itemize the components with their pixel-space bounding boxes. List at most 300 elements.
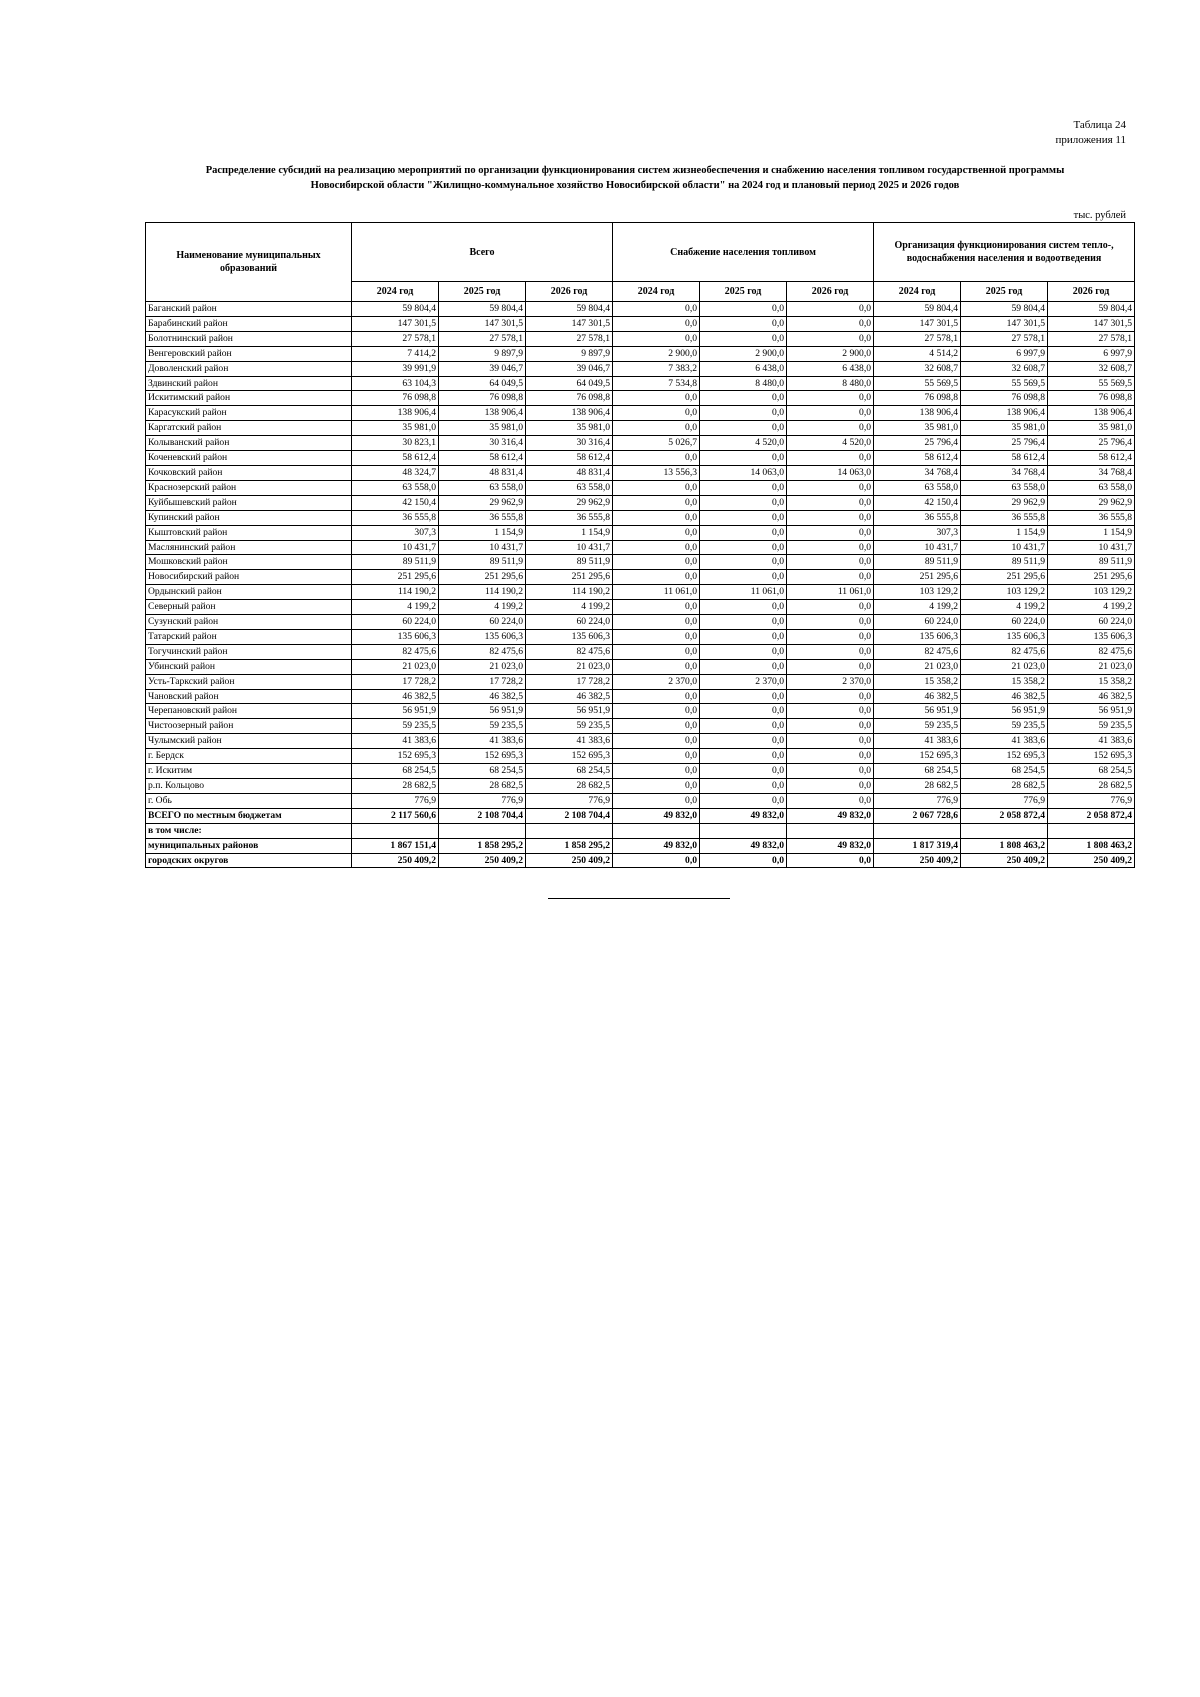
value-cell: 251 295,6 — [874, 570, 961, 585]
value-cell: 0,0 — [700, 406, 787, 421]
value-cell: 147 301,5 — [439, 316, 526, 331]
row-name: Усть-Таркский район — [146, 674, 352, 689]
table-row — [146, 734, 1135, 749]
value-cell: 135 606,3 — [526, 629, 613, 644]
value-cell: 82 475,6 — [439, 644, 526, 659]
value-cell: 63 558,0 — [961, 480, 1048, 495]
value-cell: 147 301,5 — [874, 316, 961, 331]
table-row — [146, 316, 1135, 331]
value-cell: 776,9 — [439, 793, 526, 808]
value-cell: 0,0 — [700, 570, 787, 585]
value-cell: 10 431,7 — [439, 540, 526, 555]
value-cell: 41 383,6 — [874, 734, 961, 749]
value-cell: 35 981,0 — [526, 421, 613, 436]
value-cell: 11 061,0 — [787, 585, 874, 600]
value-cell: 0,0 — [787, 302, 874, 317]
value-cell: 36 555,8 — [439, 510, 526, 525]
header-year: 2024 год — [613, 282, 700, 302]
value-cell: 0,0 — [700, 331, 787, 346]
value-cell: 0,0 — [700, 600, 787, 615]
value-cell: 0,0 — [787, 555, 874, 570]
table-row — [146, 659, 1135, 674]
table-row — [146, 302, 1135, 317]
value-cell: 0,0 — [787, 316, 874, 331]
value-cell: 6 997,9 — [1048, 346, 1135, 361]
value-cell: 0,0 — [787, 749, 874, 764]
value-cell: 48 831,4 — [439, 465, 526, 480]
header-year: 2025 год — [439, 282, 526, 302]
appendix-number: приложения 11 — [1055, 134, 1126, 146]
value-cell: 138 906,4 — [439, 406, 526, 421]
value-cell: 32 608,7 — [961, 361, 1048, 376]
header-name: Наименование муниципальных образований — [146, 223, 352, 302]
value-cell: 46 382,5 — [439, 689, 526, 704]
value-cell: 17 728,2 — [526, 674, 613, 689]
row-name: Мошковский район — [146, 555, 352, 570]
value-cell: 1 154,9 — [961, 525, 1048, 540]
value-cell: 49 832,0 — [613, 808, 700, 823]
table-number: Таблица 24 — [1073, 119, 1126, 131]
value-cell: 25 796,4 — [961, 436, 1048, 451]
value-cell: 28 682,5 — [874, 779, 961, 794]
value-cell: 49 832,0 — [700, 838, 787, 853]
value-cell: 82 475,6 — [874, 644, 961, 659]
table-row — [146, 525, 1135, 540]
row-name: Чулымский район — [146, 734, 352, 749]
value-cell: 251 295,6 — [526, 570, 613, 585]
value-cell: 68 254,5 — [874, 764, 961, 779]
value-cell: 28 682,5 — [526, 779, 613, 794]
value-cell: 0,0 — [613, 629, 700, 644]
value-cell: 1 808 463,2 — [961, 838, 1048, 853]
value-cell: 59 804,4 — [352, 302, 439, 317]
value-cell: 1 858 295,2 — [439, 838, 526, 853]
value-cell: 0,0 — [700, 644, 787, 659]
header-year: 2026 год — [526, 282, 613, 302]
value-cell: 49 832,0 — [613, 838, 700, 853]
value-cell: 0,0 — [613, 659, 700, 674]
value-cell: 0,0 — [613, 525, 700, 540]
value-cell: 49 832,0 — [787, 838, 874, 853]
value-cell — [526, 823, 613, 838]
value-cell: 48 831,4 — [526, 465, 613, 480]
value-cell: 1 808 463,2 — [1048, 838, 1135, 853]
value-cell: 0,0 — [613, 704, 700, 719]
value-cell: 138 906,4 — [1048, 406, 1135, 421]
row-name: Кочковский район — [146, 465, 352, 480]
value-cell: 0,0 — [787, 615, 874, 630]
value-cell: 7 534,8 — [613, 376, 700, 391]
row-name: Краснозерский район — [146, 480, 352, 495]
value-cell: 0,0 — [700, 629, 787, 644]
table-row — [146, 615, 1135, 630]
value-cell: 58 612,4 — [1048, 451, 1135, 466]
value-cell: 5 026,7 — [613, 436, 700, 451]
value-cell: 250 409,2 — [1048, 853, 1135, 868]
row-name: Куйбышевский район — [146, 495, 352, 510]
value-cell: 0,0 — [613, 510, 700, 525]
value-cell: 76 098,8 — [961, 391, 1048, 406]
value-cell: 89 511,9 — [439, 555, 526, 570]
value-cell: 29 962,9 — [526, 495, 613, 510]
row-name: городских округов — [146, 853, 352, 868]
value-cell: 68 254,5 — [526, 764, 613, 779]
row-name: Барабинский район — [146, 316, 352, 331]
value-cell: 0,0 — [700, 793, 787, 808]
value-cell: 34 768,4 — [961, 465, 1048, 480]
value-cell: 138 906,4 — [874, 406, 961, 421]
value-cell: 41 383,6 — [439, 734, 526, 749]
value-cell: 35 981,0 — [1048, 421, 1135, 436]
value-cell: 0,0 — [613, 853, 700, 868]
value-cell: 152 695,3 — [439, 749, 526, 764]
value-cell: 251 295,6 — [961, 570, 1048, 585]
value-cell: 4 520,0 — [700, 436, 787, 451]
value-cell: 21 023,0 — [439, 659, 526, 674]
table-row — [146, 406, 1135, 421]
value-cell: 1 867 151,4 — [352, 838, 439, 853]
table-row — [146, 540, 1135, 555]
value-cell: 114 190,2 — [352, 585, 439, 600]
value-cell — [787, 823, 874, 838]
value-cell: 4 520,0 — [787, 436, 874, 451]
value-cell: 28 682,5 — [352, 779, 439, 794]
value-cell: 41 383,6 — [526, 734, 613, 749]
value-cell: 7 414,2 — [352, 346, 439, 361]
row-name: Новосибирский район — [146, 570, 352, 585]
value-cell: 147 301,5 — [352, 316, 439, 331]
row-name: Карасукский район — [146, 406, 352, 421]
table-row — [146, 361, 1135, 376]
value-cell: 0,0 — [613, 570, 700, 585]
table-row — [146, 480, 1135, 495]
row-name: Баганский район — [146, 302, 352, 317]
value-cell: 0,0 — [787, 689, 874, 704]
table-row — [146, 465, 1135, 480]
value-cell: 82 475,6 — [1048, 644, 1135, 659]
value-cell: 0,0 — [787, 510, 874, 525]
row-name: Чистоозерный район — [146, 719, 352, 734]
value-cell: 135 606,3 — [1048, 629, 1135, 644]
value-cell: 56 951,9 — [961, 704, 1048, 719]
value-cell: 0,0 — [613, 555, 700, 570]
title-line-2: Новосибирской области "Жилищно-коммунальное хозяйство Новосибирской области" на 2024 год и плановый период 2025 и 2026 годов — [310, 180, 960, 191]
value-cell: 27 578,1 — [961, 331, 1048, 346]
value-cell: 68 254,5 — [961, 764, 1048, 779]
row-name: Искитимский район — [146, 391, 352, 406]
value-cell: 46 382,5 — [874, 689, 961, 704]
header-year: 2025 год — [961, 282, 1048, 302]
value-cell: 63 558,0 — [526, 480, 613, 495]
value-cell: 25 796,4 — [1048, 436, 1135, 451]
value-cell: 60 224,0 — [526, 615, 613, 630]
value-cell: 59 235,5 — [439, 719, 526, 734]
row-name: Чановский район — [146, 689, 352, 704]
value-cell: 15 358,2 — [1048, 674, 1135, 689]
value-cell: 46 382,5 — [961, 689, 1048, 704]
value-cell — [874, 823, 961, 838]
value-cell: 82 475,6 — [526, 644, 613, 659]
value-cell: 0,0 — [787, 421, 874, 436]
table-row — [146, 421, 1135, 436]
value-cell: 135 606,3 — [439, 629, 526, 644]
table-row — [146, 689, 1135, 704]
value-cell: 58 612,4 — [439, 451, 526, 466]
value-cell: 63 558,0 — [352, 480, 439, 495]
table-row — [146, 629, 1135, 644]
value-cell: 10 431,7 — [961, 540, 1048, 555]
value-cell: 56 951,9 — [1048, 704, 1135, 719]
value-cell: 1 154,9 — [526, 525, 613, 540]
value-cell: 76 098,8 — [352, 391, 439, 406]
value-cell: 251 295,6 — [352, 570, 439, 585]
value-cell: 2 370,0 — [700, 674, 787, 689]
value-cell: 89 511,9 — [961, 555, 1048, 570]
value-cell: 138 906,4 — [352, 406, 439, 421]
value-cell: 0,0 — [700, 421, 787, 436]
value-cell: 82 475,6 — [961, 644, 1048, 659]
value-cell: 49 832,0 — [787, 808, 874, 823]
value-cell: 152 695,3 — [352, 749, 439, 764]
value-cell: 776,9 — [1048, 793, 1135, 808]
row-name: г. Обь — [146, 793, 352, 808]
value-cell: 64 049,5 — [526, 376, 613, 391]
value-cell: 0,0 — [700, 719, 787, 734]
header-group-total: Всего — [352, 223, 613, 282]
value-cell: 152 695,3 — [1048, 749, 1135, 764]
row-name: Здвинский район — [146, 376, 352, 391]
value-cell: 59 804,4 — [439, 302, 526, 317]
value-cell: 0,0 — [700, 555, 787, 570]
value-cell: 0,0 — [700, 540, 787, 555]
value-cell: 56 951,9 — [874, 704, 961, 719]
row-name: Купинский район — [146, 510, 352, 525]
value-cell: 36 555,8 — [874, 510, 961, 525]
table-row — [146, 779, 1135, 794]
row-name: Черепановский район — [146, 704, 352, 719]
value-cell: 0,0 — [787, 331, 874, 346]
value-cell: 11 061,0 — [700, 585, 787, 600]
value-cell: 68 254,5 — [352, 764, 439, 779]
row-name: Татарский район — [146, 629, 352, 644]
value-cell: 68 254,5 — [439, 764, 526, 779]
table-row — [146, 764, 1135, 779]
value-cell: 11 061,0 — [613, 585, 700, 600]
value-cell: 0,0 — [787, 793, 874, 808]
value-cell: 29 962,9 — [1048, 495, 1135, 510]
value-cell: 0,0 — [613, 451, 700, 466]
value-cell: 35 981,0 — [439, 421, 526, 436]
value-cell: 21 023,0 — [1048, 659, 1135, 674]
value-cell: 0,0 — [613, 719, 700, 734]
row-name: в том числе: — [146, 823, 352, 838]
value-cell: 6 438,0 — [787, 361, 874, 376]
value-cell: 46 382,5 — [1048, 689, 1135, 704]
value-cell: 2 067 728,6 — [874, 808, 961, 823]
value-cell: 147 301,5 — [526, 316, 613, 331]
value-cell: 1 154,9 — [439, 525, 526, 540]
value-cell: 56 951,9 — [526, 704, 613, 719]
value-cell — [613, 823, 700, 838]
value-cell: 2 900,0 — [700, 346, 787, 361]
value-cell: 46 382,5 — [352, 689, 439, 704]
value-cell: 59 235,5 — [1048, 719, 1135, 734]
value-cell: 59 235,5 — [961, 719, 1048, 734]
row-name: муниципальных районов — [146, 838, 352, 853]
value-cell: 10 431,7 — [352, 540, 439, 555]
value-cell: 41 383,6 — [1048, 734, 1135, 749]
value-cell: 147 301,5 — [961, 316, 1048, 331]
value-cell: 27 578,1 — [526, 331, 613, 346]
value-cell: 60 224,0 — [439, 615, 526, 630]
value-cell: 2 058 872,4 — [961, 808, 1048, 823]
value-cell: 41 383,6 — [961, 734, 1048, 749]
header-year: 2024 год — [352, 282, 439, 302]
value-cell: 32 608,7 — [874, 361, 961, 376]
value-cell: 36 555,8 — [961, 510, 1048, 525]
value-cell: 307,3 — [874, 525, 961, 540]
value-cell: 1 154,9 — [1048, 525, 1135, 540]
value-cell: 56 951,9 — [352, 704, 439, 719]
table-row — [146, 555, 1135, 570]
value-cell: 55 569,5 — [961, 376, 1048, 391]
value-cell: 2 900,0 — [613, 346, 700, 361]
table-row — [146, 674, 1135, 689]
end-rule — [548, 898, 730, 899]
table-reference — [1055, 118, 1126, 148]
value-cell: 0,0 — [700, 480, 787, 495]
value-cell: 135 606,3 — [874, 629, 961, 644]
value-cell: 10 431,7 — [874, 540, 961, 555]
row-name: г. Бердск — [146, 749, 352, 764]
value-cell: 21 023,0 — [352, 659, 439, 674]
value-cell: 250 409,2 — [874, 853, 961, 868]
value-cell: 8 480,0 — [787, 376, 874, 391]
value-cell: 25 796,4 — [874, 436, 961, 451]
row-name: Сузунский район — [146, 615, 352, 630]
value-cell: 250 409,2 — [352, 853, 439, 868]
row-name: Венгеровский район — [146, 346, 352, 361]
value-cell: 0,0 — [787, 764, 874, 779]
value-cell: 1 858 295,2 — [526, 838, 613, 853]
value-cell: 30 316,4 — [526, 436, 613, 451]
value-cell: 0,0 — [613, 540, 700, 555]
value-cell: 0,0 — [700, 302, 787, 317]
value-cell: 76 098,8 — [874, 391, 961, 406]
value-cell: 63 104,3 — [352, 376, 439, 391]
header-year: 2025 год — [700, 282, 787, 302]
value-cell: 0,0 — [613, 734, 700, 749]
header-year: 2026 год — [1048, 282, 1135, 302]
value-cell: 0,0 — [613, 689, 700, 704]
row-name: ВСЕГО по местным бюджетам — [146, 808, 352, 823]
value-cell: 76 098,8 — [526, 391, 613, 406]
subsidy-table — [145, 222, 1135, 868]
value-cell: 39 046,7 — [439, 361, 526, 376]
value-cell: 28 682,5 — [439, 779, 526, 794]
value-cell: 0,0 — [700, 779, 787, 794]
table-row — [146, 808, 1135, 823]
value-cell: 0,0 — [700, 615, 787, 630]
value-cell: 60 224,0 — [1048, 615, 1135, 630]
value-cell: 76 098,8 — [1048, 391, 1135, 406]
value-cell: 60 224,0 — [874, 615, 961, 630]
value-cell: 13 556,3 — [613, 465, 700, 480]
title-line-1: Распределение субсидий на реализацию мероприятий по организации функционирования систем жизнеобеспечения и снабжению населения топливом государственной программы — [205, 165, 1065, 176]
value-cell — [700, 823, 787, 838]
value-cell: 10 431,7 — [526, 540, 613, 555]
value-cell: 0,0 — [613, 495, 700, 510]
value-cell: 0,0 — [613, 793, 700, 808]
table-row — [146, 376, 1135, 391]
value-cell: 251 295,6 — [1048, 570, 1135, 585]
value-cell: 0,0 — [613, 779, 700, 794]
units-label: тыс. рублей — [1073, 210, 1126, 221]
header-group-utilities: Организация функционирования систем тепло-, водоснабжения населения и водоотведения — [874, 223, 1135, 282]
value-cell: 0,0 — [787, 451, 874, 466]
value-cell: 0,0 — [613, 421, 700, 436]
value-cell: 776,9 — [526, 793, 613, 808]
value-cell: 0,0 — [787, 495, 874, 510]
value-cell: 776,9 — [961, 793, 1048, 808]
value-cell: 307,3 — [352, 525, 439, 540]
value-cell: 17 728,2 — [439, 674, 526, 689]
value-cell: 4 199,2 — [439, 600, 526, 615]
value-cell: 135 606,3 — [961, 629, 1048, 644]
value-cell: 0,0 — [787, 704, 874, 719]
value-cell: 2 370,0 — [787, 674, 874, 689]
table-row — [146, 838, 1135, 853]
value-cell: 0,0 — [787, 391, 874, 406]
value-cell: 21 023,0 — [961, 659, 1048, 674]
value-cell: 0,0 — [787, 600, 874, 615]
table-row — [146, 823, 1135, 838]
row-name: Коченевский район — [146, 451, 352, 466]
value-cell: 60 224,0 — [352, 615, 439, 630]
value-cell: 0,0 — [787, 659, 874, 674]
value-cell: 76 098,8 — [439, 391, 526, 406]
table-row — [146, 436, 1135, 451]
value-cell: 103 129,2 — [1048, 585, 1135, 600]
value-cell: 36 555,8 — [1048, 510, 1135, 525]
value-cell: 63 558,0 — [874, 480, 961, 495]
value-cell: 42 150,4 — [352, 495, 439, 510]
table-row — [146, 585, 1135, 600]
value-cell: 15 358,2 — [961, 674, 1048, 689]
value-cell: 147 301,5 — [1048, 316, 1135, 331]
value-cell: 0,0 — [613, 749, 700, 764]
row-name: Колыванский район — [146, 436, 352, 451]
value-cell: 0,0 — [787, 644, 874, 659]
value-cell: 2 117 560,6 — [352, 808, 439, 823]
table-row — [146, 600, 1135, 615]
value-cell: 7 383,2 — [613, 361, 700, 376]
value-cell: 0,0 — [700, 689, 787, 704]
row-name: Доволенский район — [146, 361, 352, 376]
row-name: Каргатский район — [146, 421, 352, 436]
value-cell: 59 235,5 — [526, 719, 613, 734]
value-cell: 59 235,5 — [874, 719, 961, 734]
value-cell — [439, 823, 526, 838]
value-cell: 27 578,1 — [439, 331, 526, 346]
value-cell: 776,9 — [874, 793, 961, 808]
value-cell: 0,0 — [787, 734, 874, 749]
value-cell: 49 832,0 — [700, 808, 787, 823]
table-row — [146, 644, 1135, 659]
value-cell: 0,0 — [700, 525, 787, 540]
value-cell: 14 063,0 — [787, 465, 874, 480]
table-row — [146, 570, 1135, 585]
